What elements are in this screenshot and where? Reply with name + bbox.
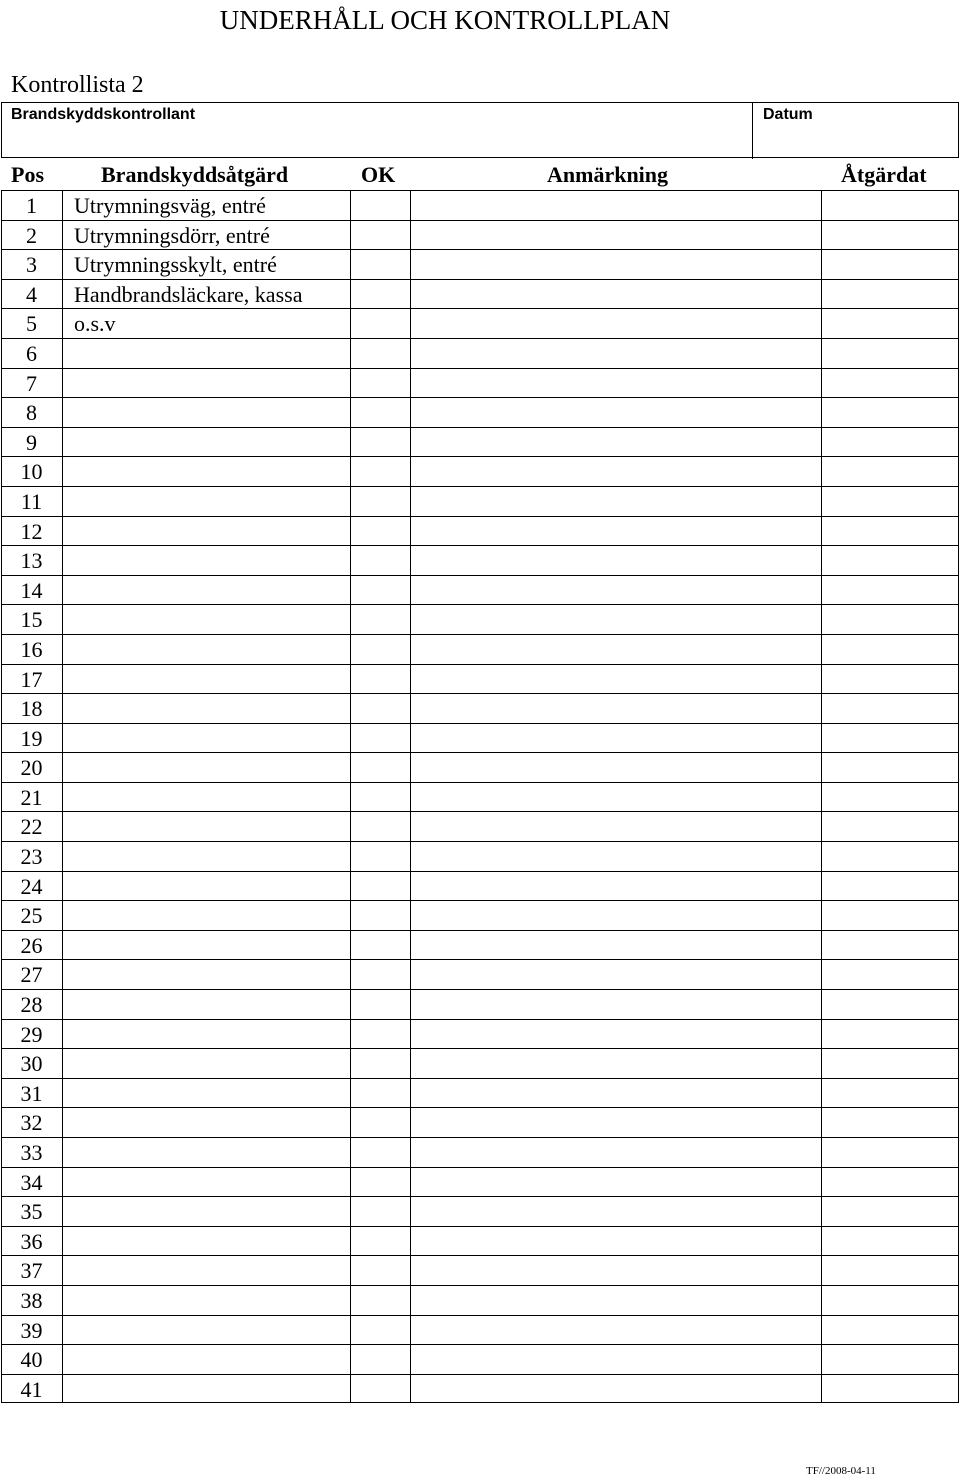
column-header-measure: Brandskyddsåtgärd — [101, 162, 289, 187]
grid-line — [62, 191, 63, 1402]
table-row — [1, 487, 959, 517]
table-row — [1, 1079, 959, 1109]
checklist-rows — [1, 191, 959, 1404]
row-pos: 37 — [20, 1258, 43, 1284]
grid-line — [410, 191, 411, 1402]
table-row — [1, 1227, 959, 1257]
row-pos: 34 — [20, 1169, 43, 1195]
row-pos: 9 — [26, 429, 37, 455]
inspector-label: Brandskyddskontrollant — [11, 106, 196, 123]
row-pos: 28 — [20, 992, 43, 1018]
row-pos: 4 — [26, 281, 37, 307]
table-row — [1, 1375, 959, 1405]
inspector-header-box — [1, 102, 959, 158]
table-row — [1, 635, 959, 665]
table-row — [1, 1138, 959, 1168]
row-pos: 6 — [26, 340, 37, 366]
date-label: Datum — [763, 106, 813, 123]
row-pos: 27 — [20, 962, 43, 988]
row-pos: 40 — [20, 1347, 43, 1373]
row-pos: 21 — [20, 784, 43, 810]
table-row — [1, 1108, 959, 1138]
grid-line — [958, 191, 959, 1402]
row-pos: 10 — [20, 459, 43, 485]
row-pos: 33 — [20, 1140, 43, 1165]
table-row — [1, 931, 959, 961]
row-pos: 36 — [20, 1228, 43, 1254]
table-row — [1, 990, 959, 1020]
table-row — [1, 428, 959, 458]
table-row — [1, 605, 959, 635]
table-row — [1, 1197, 959, 1227]
row-pos: 20 — [20, 755, 43, 781]
table-row — [1, 457, 959, 487]
grid-line — [1, 191, 2, 1402]
row-pos: 17 — [20, 666, 43, 692]
row-pos: 29 — [20, 1021, 43, 1047]
table-row — [1, 339, 959, 369]
row-pos: 31 — [20, 1080, 43, 1106]
row-pos: 8 — [26, 400, 37, 426]
row-measure: Utrymningsskylt, entré — [74, 252, 277, 278]
table-row — [1, 960, 959, 990]
table-row — [1, 1286, 959, 1316]
column-header-ok: OK — [361, 162, 396, 187]
table-row — [1, 872, 959, 902]
table-row — [1, 694, 959, 724]
header-divider — [752, 103, 753, 159]
table-row — [1, 1168, 959, 1198]
table-row — [1, 783, 959, 813]
row-pos: 39 — [20, 1317, 43, 1343]
row-pos: 12 — [20, 518, 43, 544]
row-pos: 16 — [20, 636, 43, 662]
checklist-grid — [1, 190, 959, 1403]
table-row — [1, 221, 959, 251]
row-pos: 2 — [26, 222, 37, 248]
table-row — [1, 1345, 959, 1375]
table-row — [1, 1256, 959, 1286]
row-pos: 13 — [20, 548, 43, 574]
column-header-done: Åtgärdat — [841, 162, 927, 187]
column-header-pos: Pos — [11, 162, 44, 187]
table-row — [1, 1049, 959, 1079]
row-pos: 1 — [26, 193, 37, 218]
row-pos: 38 — [20, 1287, 43, 1313]
table-row — [1, 250, 959, 280]
table-row — [1, 517, 959, 547]
row-pos: 7 — [26, 370, 37, 396]
table-row — [1, 398, 959, 428]
row-pos: 24 — [20, 873, 43, 899]
table-row — [1, 1020, 959, 1050]
row-pos: 5 — [26, 311, 37, 337]
row-pos: 15 — [20, 607, 43, 633]
table-row — [1, 309, 959, 339]
row-measure: Utrymningsväg, entré — [74, 193, 266, 218]
row-pos: 35 — [20, 1199, 43, 1225]
row-pos: 19 — [20, 725, 43, 751]
row-pos: 23 — [20, 844, 43, 870]
row-pos: 41 — [20, 1376, 43, 1402]
row-pos: 22 — [20, 814, 43, 840]
table-row — [1, 753, 959, 783]
table-row — [1, 191, 959, 221]
checklist-title: Kontrollista 2 — [11, 72, 144, 98]
row-pos: 14 — [20, 577, 43, 603]
table-row — [1, 369, 959, 399]
row-measure: Handbrandsläckare, kassa — [74, 281, 303, 307]
table-row — [1, 576, 959, 606]
row-pos: 25 — [20, 903, 43, 929]
row-pos: 3 — [26, 252, 37, 278]
table-row — [1, 665, 959, 695]
row-pos: 30 — [20, 1051, 43, 1077]
table-row — [1, 1316, 959, 1346]
table-row — [1, 724, 959, 754]
table-row — [1, 812, 959, 842]
row-pos: 11 — [20, 488, 43, 514]
row-measure: o.s.v — [74, 311, 116, 337]
row-pos: 18 — [20, 696, 43, 722]
page-title: UNDERHÅLL OCH KONTROLLPLAN — [219, 5, 671, 35]
grid-line — [350, 191, 351, 1402]
row-measure: Utrymningsdörr, entré — [74, 222, 270, 248]
document-date-footer: TF//2008-04-11 — [806, 1465, 876, 1477]
table-row — [1, 280, 959, 310]
table-row — [1, 842, 959, 872]
column-header-remark: Anmärkning — [547, 162, 669, 187]
row-pos: 26 — [20, 932, 43, 958]
table-row — [1, 546, 959, 576]
row-pos: 32 — [20, 1110, 43, 1136]
grid-line — [821, 191, 822, 1402]
table-row — [1, 901, 959, 931]
